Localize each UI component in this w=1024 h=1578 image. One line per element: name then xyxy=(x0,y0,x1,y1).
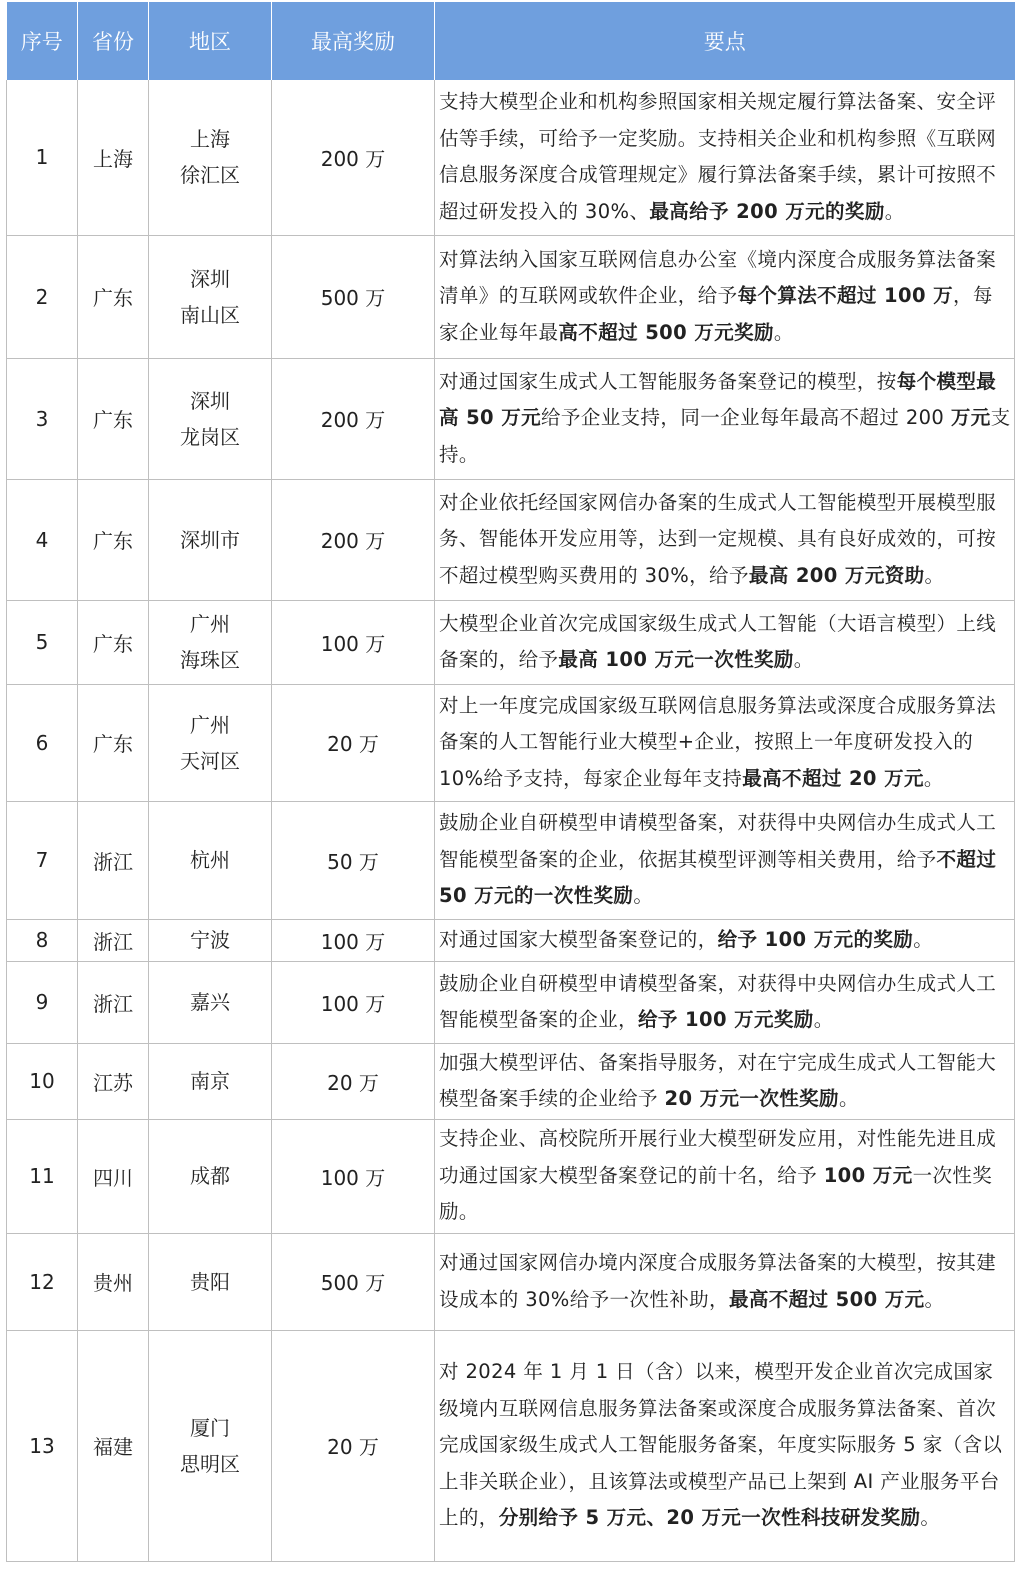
highlight-text: 每个算法不超过 100 万 xyxy=(737,284,953,308)
highlight-text: 给予 100 万元的奖励 xyxy=(717,927,914,951)
cell-key-points xyxy=(435,919,1015,961)
highlight-text: 给予 100 万元奖励 xyxy=(638,1008,814,1031)
cell-key-points xyxy=(435,1119,1015,1233)
table-row xyxy=(7,1233,1015,1330)
point-text: 。 xyxy=(923,766,944,790)
cell-region xyxy=(149,358,272,479)
cell-province: 广东 xyxy=(78,600,149,684)
cell-province: 广东 xyxy=(78,684,149,801)
highlight-text: 分别给予 5 万元、20 万元一次性科技研发奖励 xyxy=(498,1506,921,1530)
cell-region xyxy=(149,1043,272,1119)
cell-region xyxy=(149,1233,272,1330)
point-text: 。 xyxy=(813,1008,834,1031)
highlight-text: 高不超过 500 万元奖励 xyxy=(558,320,774,344)
region-line: 广州 xyxy=(190,712,230,737)
cell-max-reward: 20 万 xyxy=(272,1043,435,1119)
region-line: 嘉兴 xyxy=(190,990,230,1014)
table-row xyxy=(7,358,1015,479)
cell-index: 10 xyxy=(7,1043,78,1119)
point-text: 。 xyxy=(633,884,654,908)
table-row xyxy=(7,1043,1015,1119)
cell-region xyxy=(149,479,272,600)
cell-province: 广东 xyxy=(78,358,149,479)
table-row xyxy=(7,801,1015,919)
cell-region xyxy=(149,1330,272,1561)
cell-key-points xyxy=(435,1043,1015,1119)
point-text: 。 xyxy=(924,1287,945,1311)
cell-max-reward: 200 万 xyxy=(272,479,435,600)
point-text: 。 xyxy=(924,563,945,587)
point-text: 鼓励企业自研模型申请模型备案，对获得中央网信办生成式人工智能模型备案的企业， xyxy=(439,971,997,1031)
cell-key-points xyxy=(435,479,1015,600)
highlight-text: 每个模型最高 50 万元 xyxy=(439,369,997,430)
header-index: 序号 xyxy=(7,2,78,80)
cell-index: 3 xyxy=(7,358,78,479)
table-body xyxy=(7,80,1015,1561)
cell-key-points xyxy=(435,961,1015,1043)
cell-province: 江苏 xyxy=(78,1043,149,1119)
cell-max-reward: 500 万 xyxy=(272,235,435,358)
region-line: 思明区 xyxy=(180,1451,240,1476)
cell-key-points xyxy=(435,1330,1015,1561)
region-line: 贵阳 xyxy=(190,1269,230,1294)
highlight-text: 100 万元 xyxy=(823,1163,913,1187)
point-text: 对通过国家大模型备案登记的， xyxy=(439,927,718,951)
table-row xyxy=(7,919,1015,961)
cell-region xyxy=(149,684,272,801)
highlight-text: 20 万元一次性奖励 xyxy=(664,1087,839,1110)
cell-key-points xyxy=(435,358,1015,479)
cell-index: 7 xyxy=(7,801,78,919)
region-line: 杭州 xyxy=(190,848,230,872)
policy-table xyxy=(6,2,1015,1562)
table-row xyxy=(7,1330,1015,1561)
cell-index: 2 xyxy=(7,235,78,358)
cell-province: 浙江 xyxy=(78,801,149,919)
cell-index: 13 xyxy=(7,1330,78,1561)
point-text: ，每家企业每年最 xyxy=(439,284,993,344)
point-text: 。 xyxy=(920,1506,941,1530)
cell-index: 8 xyxy=(7,919,78,961)
table-row xyxy=(7,479,1015,600)
region-line: 深圳 xyxy=(190,388,230,413)
region-line: 厦门 xyxy=(190,1415,230,1440)
table-row xyxy=(7,235,1015,358)
cell-max-reward: 200 万 xyxy=(272,358,435,479)
point-text: 支持。 xyxy=(439,406,1011,466)
cell-max-reward: 20 万 xyxy=(272,684,435,801)
table-row xyxy=(7,684,1015,801)
point-text: 对算法纳入国家互联网信息办公室《境内深度合成服务算法备案清单》的互联网或软件企业，给予 xyxy=(439,247,997,308)
region-line: 徐汇区 xyxy=(180,163,240,188)
cell-max-reward: 20 万 xyxy=(272,1330,435,1561)
cell-region xyxy=(149,961,272,1043)
region-line: 宁波 xyxy=(190,928,230,952)
highlight-text: 最高不超过 500 万元 xyxy=(728,1287,925,1311)
cell-province: 福建 xyxy=(78,1330,149,1561)
cell-index: 11 xyxy=(7,1119,78,1233)
header-key-points: 要点 xyxy=(435,2,1015,80)
cell-region xyxy=(149,1119,272,1233)
header-row xyxy=(7,2,1015,80)
point-text: 支持企业、高校院所开展行业大模型研发应用，对性能先进且成功通过国家大模型备案登记的前十名，给予 xyxy=(439,1127,997,1187)
table-row xyxy=(7,1119,1015,1233)
cell-max-reward: 500 万 xyxy=(272,1233,435,1330)
region-line: 上海 xyxy=(190,127,230,152)
cell-province: 广东 xyxy=(78,479,149,600)
point-text: 对上一年度完成国家级互联网信息服务算法或深度合成服务算法备案的人工智能行业大模型+企业，按照上一年度研发投入的 10%给予支持，每家企业每年支持 xyxy=(439,693,997,790)
highlight-text: 不超过 50 万元的一次性奖励 xyxy=(439,847,997,908)
cell-region xyxy=(149,801,272,919)
region-line: 南山区 xyxy=(180,302,240,327)
point-text: 大模型企业首次完成国家级生成式人工智能（大语言模型）上线备案的，给予 xyxy=(439,611,997,671)
cell-region xyxy=(149,600,272,684)
cell-key-points xyxy=(435,684,1015,801)
cell-max-reward: 100 万 xyxy=(272,961,435,1043)
cell-index: 1 xyxy=(7,80,78,235)
point-text: 。 xyxy=(838,1087,859,1110)
point-text: 对通过国家生成式人工智能服务备案登记的模型，按 xyxy=(439,369,897,393)
point-text: 对企业依托经国家网信办备案的生成式人工智能模型开展模型服务、智能体开发应用等，达到一定规模、具有良好成效的，可按不超过模型购买费用的 30%，给予 xyxy=(439,490,997,587)
region-line: 海珠区 xyxy=(180,648,240,672)
point-text: 对通过国家网信办境内深度合成服务算法备案的大模型，按其建设成本的 30%给予一次性补助， xyxy=(439,1251,997,1311)
region-line: 成都 xyxy=(190,1164,230,1188)
point-text: 加强大模型评估、备案指导服务，对在宁完成生成式人工智能大模型备案手续的企业给予 xyxy=(439,1050,997,1110)
region-line: 天河区 xyxy=(180,748,240,773)
point-text: 。 xyxy=(773,320,794,344)
cell-province: 浙江 xyxy=(78,919,149,961)
cell-key-points xyxy=(435,1233,1015,1330)
region-line: 深圳 xyxy=(190,266,230,291)
point-text: 。 xyxy=(884,199,905,223)
cell-max-reward: 100 万 xyxy=(272,600,435,684)
point-text: 。 xyxy=(793,648,814,671)
highlight-text: 最高不超过 20 万元 xyxy=(742,766,924,790)
header-province: 省份 xyxy=(78,2,149,80)
header-max-reward: 最高奖励 xyxy=(272,2,435,80)
highlight-text: 万元 xyxy=(950,406,991,430)
cell-region xyxy=(149,80,272,235)
cell-key-points xyxy=(435,600,1015,684)
region-line: 深圳市 xyxy=(180,527,240,552)
point-text: 。 xyxy=(913,927,934,951)
cell-index: 5 xyxy=(7,600,78,684)
highlight-text: 最高 200 万元资助 xyxy=(748,563,925,587)
cell-max-reward: 50 万 xyxy=(272,801,435,919)
cell-province: 浙江 xyxy=(78,961,149,1043)
cell-province: 四川 xyxy=(78,1119,149,1233)
table-row xyxy=(7,961,1015,1043)
table-row xyxy=(7,80,1015,235)
cell-region xyxy=(149,919,272,961)
cell-key-points xyxy=(435,235,1015,358)
region-line: 广州 xyxy=(190,612,230,636)
table-row xyxy=(7,600,1015,684)
cell-index: 6 xyxy=(7,684,78,801)
region-line: 龙岗区 xyxy=(180,424,240,449)
highlight-text: 最高给予 200 万元的奖励 xyxy=(649,199,885,223)
cell-region xyxy=(149,235,272,358)
cell-province: 贵州 xyxy=(78,1233,149,1330)
point-text: 对 2024 年 1 月 1 日（含）以来，模型开发企业首次完成国家级境内互联网信息服务算法备案或深度合成服务算法备案、首次完成国家级生成式人工智能服务备案，年度实际服务 5 家（含以上非关联企业），且该算法或模型产品已上架到 AI 产业服务平台上的， xyxy=(439,1360,1003,1530)
highlight-text: 最高 100 万元一次性奖励 xyxy=(558,648,794,671)
cell-index: 4 xyxy=(7,479,78,600)
point-text: 一次性奖励。 xyxy=(439,1163,993,1224)
cell-index: 12 xyxy=(7,1233,78,1330)
region-line: 南京 xyxy=(190,1069,230,1093)
cell-key-points xyxy=(435,80,1015,235)
cell-max-reward: 100 万 xyxy=(272,1119,435,1233)
cell-index: 9 xyxy=(7,961,78,1043)
point-text: 鼓励企业自研模型申请模型备案，对获得中央网信办生成式人工智能模型备案的企业，依据其模型评测等相关费用，给予 xyxy=(439,811,997,871)
point-text: 支持大模型企业和机构参照国家相关规定履行算法备案、安全评估等手续，可给予一定奖励。支持相关企业和机构参照《互联网信息服务深度合成管理规定》履行算法备案手续，累计可按照不超过研发投入的 30%、 xyxy=(439,90,997,223)
cell-key-points xyxy=(435,801,1015,919)
point-text: 给予企业支持，同一企业每年最高不超过 200 xyxy=(541,406,951,430)
header-region: 地区 xyxy=(149,2,272,80)
cell-province: 广东 xyxy=(78,235,149,358)
cell-max-reward: 200 万 xyxy=(272,80,435,235)
cell-province: 上海 xyxy=(78,80,149,235)
cell-max-reward: 100 万 xyxy=(272,919,435,961)
